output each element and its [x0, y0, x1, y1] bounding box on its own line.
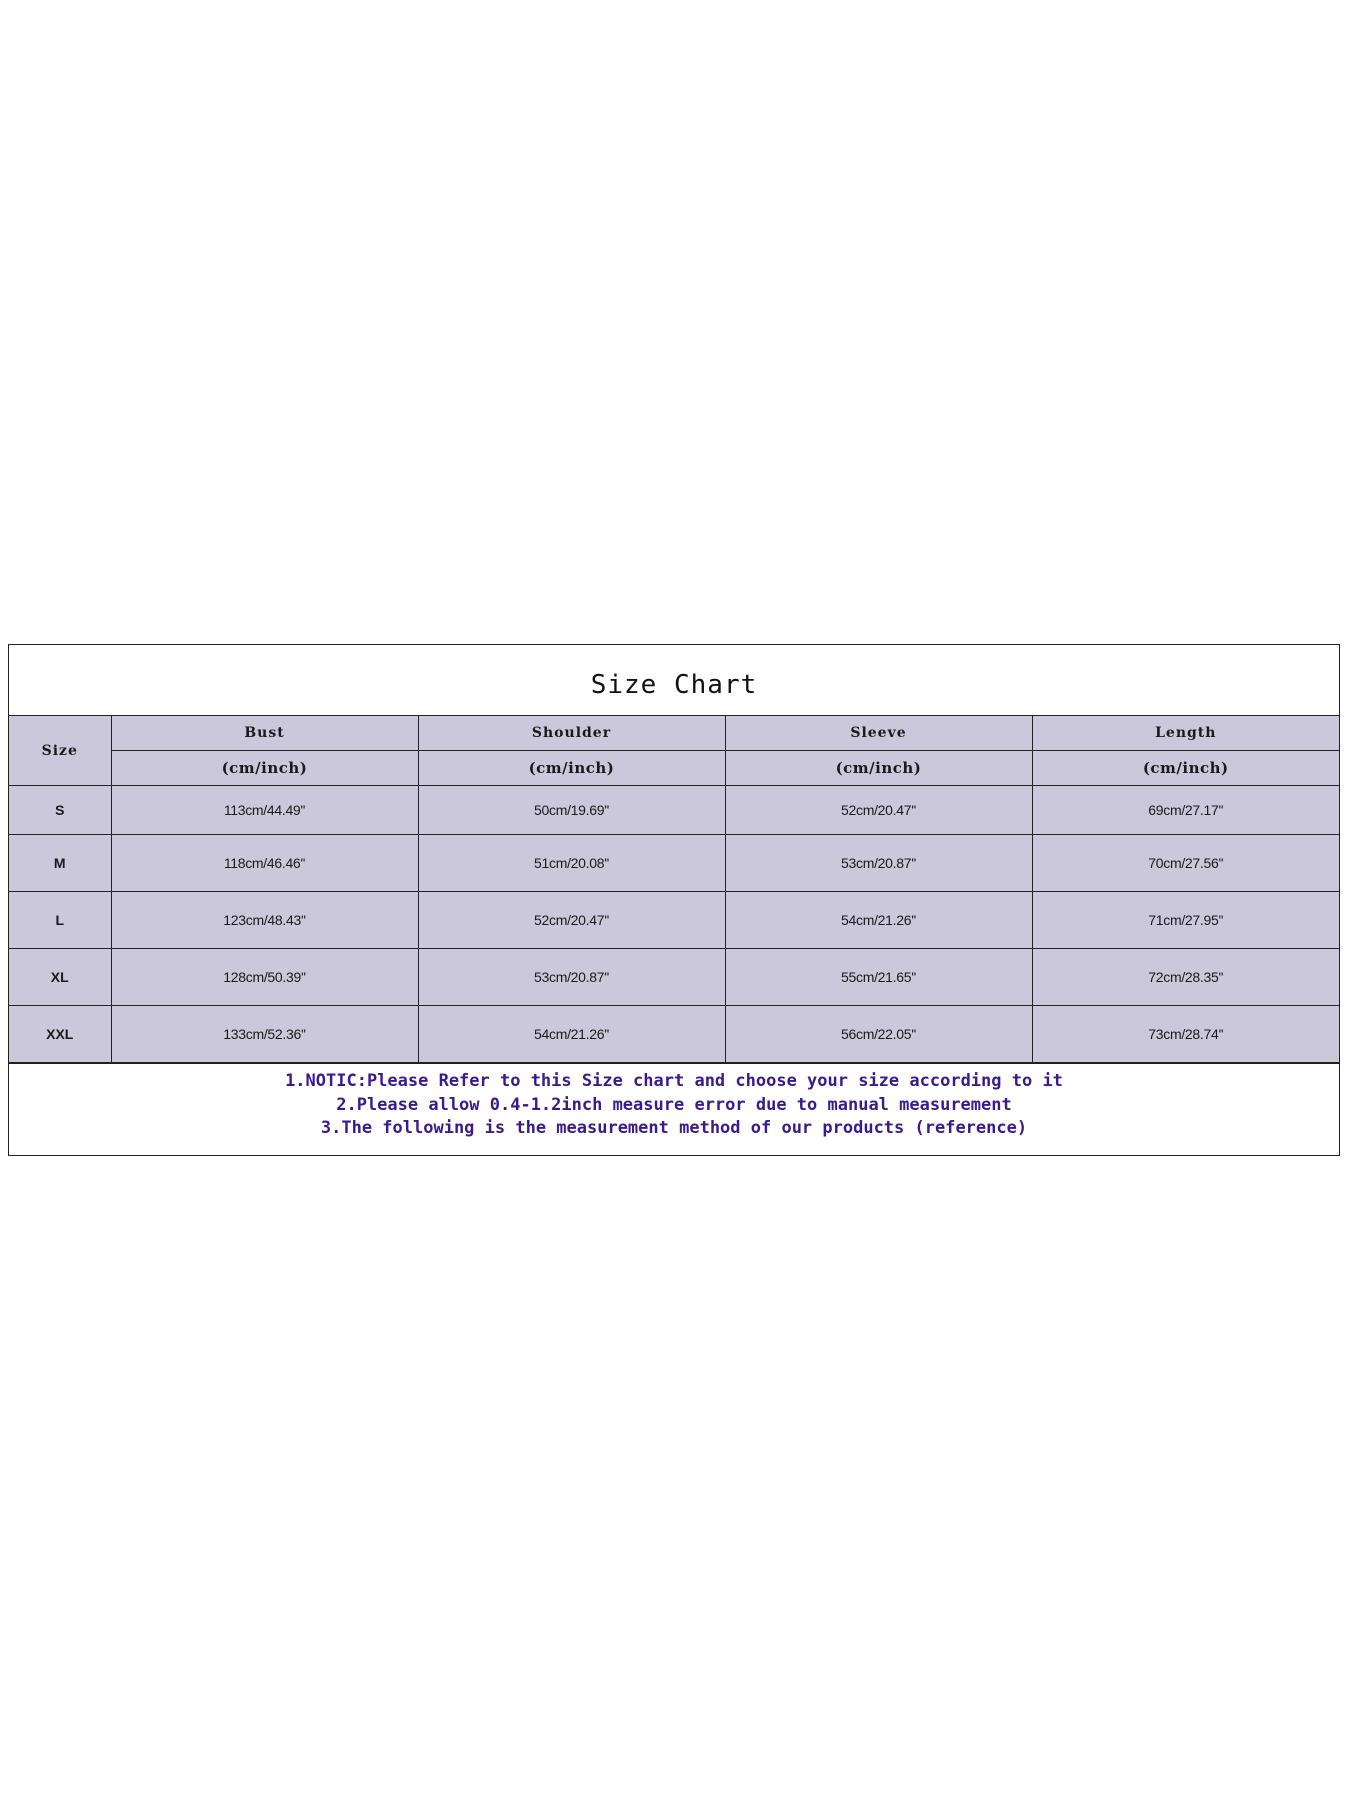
length-cell: 73cm/28.74'' [1032, 1006, 1339, 1063]
bust-cell: 128cm/50.39'' [111, 949, 418, 1006]
length-cell: 72cm/28.35'' [1032, 949, 1339, 1006]
size-cell: XL [9, 949, 111, 1006]
table-row [9, 949, 1339, 1006]
header-sleeve: Sleeve [725, 716, 1032, 751]
note-line: 2.Please allow 0.4-1.2inch measure error due to manual measurement [336, 1094, 1012, 1115]
unit-row [9, 751, 1339, 786]
header-bust: Bust [111, 716, 418, 751]
note-line: 3.The following is the measurement method of our products (reference) [320, 1118, 1028, 1138]
header-shoulder: Shoulder [418, 716, 725, 751]
size-table [9, 716, 1339, 1063]
shoulder-cell: 52cm/20.47'' [418, 892, 725, 949]
header-row [9, 716, 1339, 751]
note-line: 1.NOTIC:Please Refer to this Size chart and choose your size according to it [285, 1071, 1063, 1091]
table-row [9, 835, 1339, 892]
unit-bust: (cm/inch) [111, 751, 418, 786]
size-cell: L [9, 892, 111, 949]
length-cell: 69cm/27.17'' [1032, 786, 1339, 835]
bust-cell: 133cm/52.36'' [111, 1006, 418, 1063]
unit-length: (cm/inch) [1032, 751, 1339, 786]
table-row [9, 1006, 1339, 1063]
chart-title: Size Chart [9, 645, 1339, 716]
bust-cell: 118cm/46.46'' [111, 835, 418, 892]
unit-sleeve: (cm/inch) [725, 751, 1032, 786]
notes [9, 1063, 1339, 1155]
sleeve-cell: 56cm/22.05'' [725, 1006, 1032, 1063]
shoulder-cell: 50cm/19.69'' [418, 786, 725, 835]
bust-cell: 123cm/48.43'' [111, 892, 418, 949]
table-row [9, 786, 1339, 835]
header-length: Length [1032, 716, 1339, 751]
header-size: Size [9, 716, 111, 786]
table-row [9, 892, 1339, 949]
bust-cell: 113cm/44.49'' [111, 786, 418, 835]
sleeve-cell: 52cm/20.47'' [725, 786, 1032, 835]
size-cell: S [9, 786, 111, 835]
shoulder-cell: 53cm/20.87'' [418, 949, 725, 1006]
size-cell: XXL [9, 1006, 111, 1063]
length-cell: 71cm/27.95'' [1032, 892, 1339, 949]
size-chart [8, 644, 1340, 1156]
sleeve-cell: 55cm/21.65'' [725, 949, 1032, 1006]
length-cell: 70cm/27.56'' [1032, 835, 1339, 892]
size-cell: M [9, 835, 111, 892]
sleeve-cell: 54cm/21.26'' [725, 892, 1032, 949]
sleeve-cell: 53cm/20.87'' [725, 835, 1032, 892]
shoulder-cell: 51cm/20.08'' [418, 835, 725, 892]
shoulder-cell: 54cm/21.26'' [418, 1006, 725, 1063]
unit-shoulder: (cm/inch) [418, 751, 725, 786]
